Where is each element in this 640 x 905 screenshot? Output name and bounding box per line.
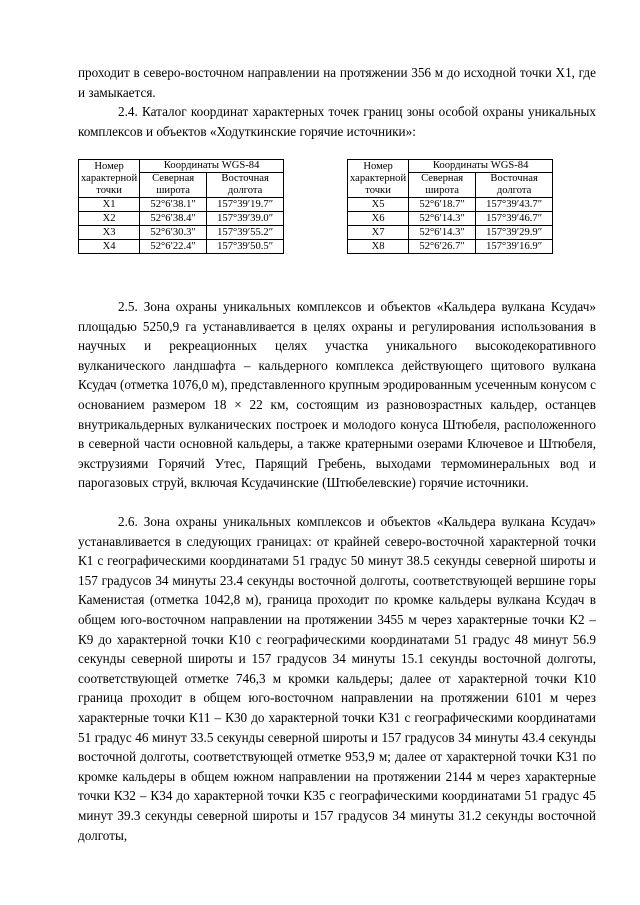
latitude-cell: 52°6′38.1″: [140, 198, 207, 212]
header-point-number: Номер характерной точки: [79, 160, 140, 198]
point-cell: Х5: [348, 198, 409, 212]
latitude-cell: 52°6′18.7″: [409, 198, 476, 212]
latitude-cell: 52°6′26.7″: [409, 240, 476, 254]
header-coordinates: Координаты WGS-84: [409, 160, 553, 173]
table-row: [348, 240, 553, 254]
point-cell: Х2: [79, 212, 140, 226]
header-longitude: Восточная долгота: [207, 173, 284, 198]
table-row: [348, 226, 553, 240]
paragraph-2-5: 2.5. Зона охраны уникальных комплексов и объектов «Кальдера вулкана Ксудач» площадью 5250,9 га устанавливается в целях охраны и регулирования использования в научных и рекреационных целях участка уникального высокодекоративного вулканического ландшафта – кальдерного комплекса действующего щитового вулкана Ксудач (отметка 1076,0 м), представленного крупным эродированным усеченным конусом с основанием размером 18 × 22 км, состоящим из разновозрастных кальдер, останцев внутрикальдерных вулканических построек и молодого конуса Штюбеля, расположенного в северной части основной кальдеры, а также кратерными озерами Ключевое и Штюбеля, экструзиями Горячий Утес, Парящий Гребень, выходами термоминеральных вод и парогазовых струй, включая Ксудачинские (Штюбелевские) горячие источники.: [78, 299, 596, 491]
header-point-number: Номер характерной точки: [348, 160, 409, 198]
latitude-cell: 52°6′30.3″: [140, 226, 207, 240]
coordinates-table-left: [78, 159, 284, 254]
latitude-cell: 52°6′38.4″: [140, 212, 207, 226]
longitude-cell: 157°39′50.5″: [207, 240, 284, 254]
latitude-cell: 52°6′14.3″: [409, 212, 476, 226]
table-row: [79, 198, 284, 212]
table-row: [79, 240, 284, 254]
latitude-cell: 52°6′14.3″: [409, 226, 476, 240]
point-cell: Х6: [348, 212, 409, 226]
header-coordinates: Координаты WGS-84: [140, 160, 284, 173]
header-longitude: Восточная долгота: [476, 173, 553, 198]
point-cell: Х3: [79, 226, 140, 240]
longitude-cell: 157°39′16.9″: [476, 240, 553, 254]
longitude-cell: 157°39′46.7″: [476, 212, 553, 226]
header-latitude: Северная широта: [140, 173, 207, 198]
table-row: [348, 212, 553, 226]
paragraph-continuation: проходит в северо-восточном направлении на протяжении 356 м до исходной точки Х1, где и замыкается.: [78, 65, 596, 100]
point-cell: Х8: [348, 240, 409, 254]
header-latitude: Северная широта: [409, 173, 476, 198]
longitude-cell: 157°39′55.2″: [207, 226, 284, 240]
point-cell: Х1: [79, 198, 140, 212]
point-cell: Х4: [79, 240, 140, 254]
longitude-cell: 157°39′19.7″: [207, 198, 284, 212]
paragraph-2-4: 2.4. Каталог координат характерных точек границ зоны особой охраны уникальных комплексов и объектов «Ходуткинские горячие источники»:: [78, 104, 596, 139]
paragraph-2-6: 2.6. Зона охраны уникальных комплексов и объектов «Кальдера вулкана Ксудач» устанавливается в следующих границах: от крайней северо-восточной характерной точки К1 с географическими координатами 51 градус 50 минут 38.5 секунды северной широты и 157 градусов 34 минуты 23.4 секунды восточной долготы, соответствующей вершине горы Каменистая (отметка 1042,8 м), граница проходит по кромке кальдеры вулкана Ксудач в общем юго-восточном направлении на протяжении 3455 м через характерные точки К2 – К9 до характерной точки К10 с географическими координатами 51 градус 48 минут 56.9 секунды северной широты и 157 градусов 34 минуты 15.1 секунды восточной долготы, соответствующей отметке 746,3 м кромки кальдеры; далее от характерной точки К10 граница проходит в общем юго-восточном направлении на протяжении 6101 м через характерные точки К11 – К30 до характерной точки К31 с географическими координатами 51 градус 46 минут 33.5 секунды северной широты и 157 градусов 34 минуты 43.4 секунды восточной долготы, соответствующей отметке 953,9 м; далее от характерной точки К31 по кромке кальдеры в общем южном направлении на протяжении 2144 м через характерные точки К32 – К34 до характерной точки К35 с географическими координатами 51 градус 45 минут 39.3 секунды северной широты и 157 градусов 34 минуты 31.2 секунды восточной долготы,: [78, 514, 596, 843]
point-cell: Х7: [348, 226, 409, 240]
coordinates-table-right: [347, 159, 553, 254]
longitude-cell: 157°39′43.7″: [476, 198, 553, 212]
latitude-cell: 52°6′22.4″: [140, 240, 207, 254]
table-row: [79, 226, 284, 240]
table-row: [348, 198, 553, 212]
longitude-cell: 157°39′29.9″: [476, 226, 553, 240]
longitude-cell: 157°39′39.0″: [207, 212, 284, 226]
table-row: [79, 212, 284, 226]
